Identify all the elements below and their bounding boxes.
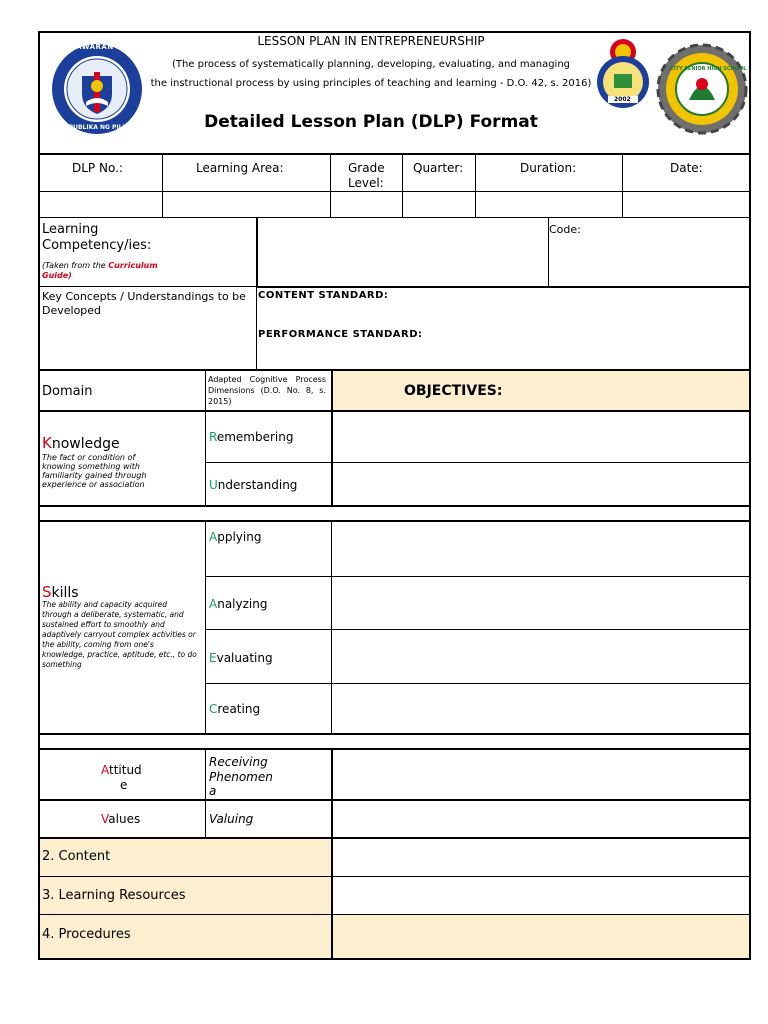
dlp-no-field[interactable] (40, 192, 162, 217)
date-label: Date: (670, 161, 703, 175)
evaluating-rest: valuating (216, 651, 273, 665)
school-logo-year: 2002 (614, 96, 631, 103)
applying-label (209, 530, 261, 544)
school-logo-gear (655, 42, 749, 136)
receiving-label-3: a (209, 784, 217, 798)
procedures-field[interactable] (334, 916, 749, 958)
quarter-field[interactable] (403, 192, 475, 217)
values-rest: alues (108, 812, 141, 826)
attitude-initial: A (101, 763, 109, 777)
skills-desc: The ability and capacity acquired through a deliberate, systematic, and sustained effort to smoothly and adaptively carryout complex activities or the ability, coming from one's knowledge, practice, aptitude, etc., to do something (42, 600, 197, 669)
attitude-rest-1: ttitud (109, 763, 142, 777)
dlp-format-title: Detailed Lesson Plan (DLP) Format (204, 112, 538, 132)
competency-note-red2: Guide) (42, 271, 72, 280)
duration-field[interactable] (476, 192, 622, 217)
knowledge-desc: The fact or condition of knowing something with familiarity gained through experience or association (42, 453, 147, 489)
competency-note-prefix: (Taken from the (42, 261, 109, 270)
evaluating-objective-field[interactable] (333, 630, 749, 683)
adapted-dimensions-label: Adapted Cognitive Process Dimensions (D.O. No. 8, s. 2015) (208, 375, 326, 406)
content-standard-label: CONTENT STANDARD: (258, 290, 389, 301)
lesson-plan-desc-2: the instructional process by using principles of teaching and learning - D.O. 42, s. 2016) (150, 78, 592, 89)
knowledge-title (42, 434, 120, 452)
objectives-label: OBJECTIVES: (404, 383, 503, 399)
attitude-label-1 (101, 763, 142, 777)
analyzing-objective-field[interactable] (333, 577, 749, 629)
code-label: Code: (549, 223, 581, 236)
knowledge-initial: K (42, 434, 52, 452)
applying-rest: pplying (217, 530, 262, 544)
knowledge-rest: nowledge (51, 436, 120, 452)
grade-level-label-2: Level: (348, 176, 384, 190)
skills-title (42, 583, 79, 601)
understanding-label (209, 478, 297, 492)
dlp-no-label: DLP No.: (72, 161, 123, 175)
remembering-initial: R (209, 430, 217, 444)
applying-initial: A (209, 530, 218, 544)
deped-seal (50, 42, 186, 136)
duration-label: Duration: (520, 161, 577, 175)
code-field[interactable] (549, 219, 749, 286)
performance-standard-label: PERFORMANCE STANDARD: (258, 329, 423, 340)
competency-note-red: Curriculum (108, 261, 158, 270)
values-label (101, 812, 140, 826)
competency-field[interactable] (258, 219, 548, 286)
grade-level-label-1: Grade (348, 161, 385, 175)
resources-section-label: 3. Learning Resources (42, 888, 186, 903)
lesson-plan-desc-1: (The process of systematically planning, developing, evaluating, and managing (171, 59, 571, 70)
attitude-objective-field[interactable] (334, 750, 749, 799)
learning-area-field[interactable] (163, 192, 330, 217)
procedures-section-label: 4. Procedures (42, 927, 131, 942)
analyzing-label (209, 597, 267, 611)
competency-label-1: Learning (42, 222, 99, 237)
lesson-plan-title: LESSON PLAN IN ENTREPRENEURSHIP (257, 34, 485, 48)
creating-objective-field[interactable] (333, 684, 749, 733)
remembering-objective-field[interactable] (334, 412, 749, 462)
domain-label: Domain (42, 384, 93, 399)
values-objective-field[interactable] (334, 801, 749, 837)
competency-label-2: Competency/ies: (42, 238, 152, 253)
key-concepts-label: Key Concepts / Understandings to be Developed (42, 290, 246, 317)
analyzing-rest: nalyzing (217, 597, 268, 611)
seal-bottom-text: REPUBLIKA NG PILIPINAS (60, 124, 146, 131)
valuing-label: Valuing (209, 812, 254, 826)
resources-field[interactable] (334, 877, 749, 914)
quarter-label: Quarter: (413, 161, 464, 175)
evaluating-label (209, 651, 273, 665)
content-section-label: 2. Content (42, 849, 111, 864)
receiving-label-1: Receiving (209, 755, 268, 769)
receiving-label-2: Phenomen (209, 770, 273, 784)
seal-top-text: KAGAWARAN NG EDUKASYON (58, 43, 186, 51)
skills-rest: kills (51, 585, 79, 601)
understanding-initial: U (209, 478, 218, 492)
remembering-rest: emembering (216, 430, 294, 444)
understanding-objective-field[interactable] (334, 463, 749, 505)
creating-initial: C (209, 702, 218, 716)
school-logo-text: CITY SENIOR HIGH SCHOOL (670, 66, 747, 72)
attitude-label-2: e (120, 778, 128, 792)
values-initial: V (101, 812, 109, 826)
analyzing-initial: A (209, 597, 218, 611)
grade-level-field[interactable] (331, 192, 402, 217)
applying-objective-field[interactable] (333, 522, 749, 576)
creating-label (209, 702, 260, 716)
skills-initial: S (42, 583, 52, 601)
remembering-label (209, 430, 293, 444)
content-field[interactable] (334, 839, 749, 876)
learning-area-label: Learning Area: (196, 161, 284, 175)
evaluating-initial: E (209, 651, 217, 665)
competency-note (42, 261, 158, 270)
creating-rest: reating (217, 702, 261, 716)
date-field[interactable] (623, 192, 749, 217)
understanding-rest: nderstanding (217, 478, 298, 492)
